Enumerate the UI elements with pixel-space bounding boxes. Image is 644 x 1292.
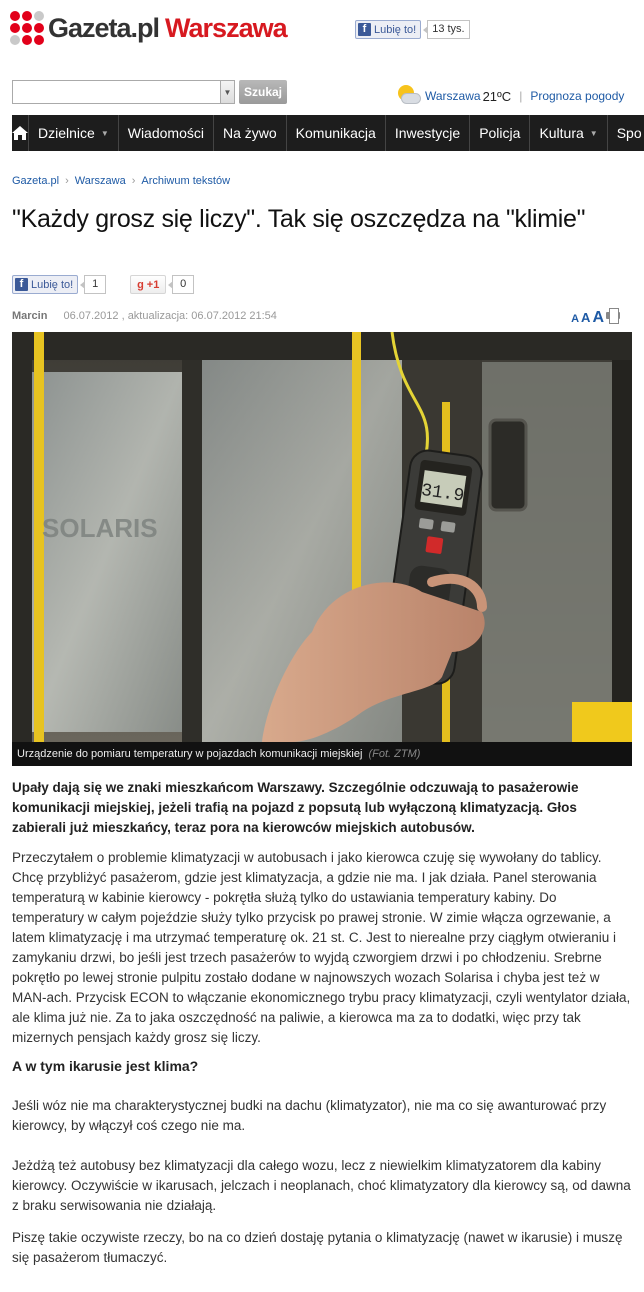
search-button[interactable]: Szukaj	[239, 80, 287, 104]
weather-city-link[interactable]: Warszawa	[425, 89, 481, 103]
gplus-button[interactable]	[130, 275, 166, 294]
weather-temperature: 21ºC	[482, 88, 512, 104]
partly-cloudy-icon	[395, 85, 421, 107]
article-facebook-like-button[interactable]	[12, 275, 78, 294]
chevron-down-icon: ▼	[100, 128, 109, 138]
nav-item[interactable]	[530, 115, 607, 151]
nav-item-label: Komunikacja	[295, 125, 376, 141]
site-logo[interactable]	[10, 8, 287, 48]
nav-item[interactable]	[470, 115, 530, 151]
weather-divider: |	[519, 89, 523, 103]
logo-text: Gazeta.pl	[48, 12, 160, 43]
breadcrumb-separator-icon: ›	[65, 175, 69, 187]
main-nav	[12, 115, 644, 151]
nav-item[interactable]	[608, 115, 644, 151]
nav-item[interactable]	[386, 115, 470, 151]
nav-item-label: Na żywo	[222, 125, 277, 141]
article-photo	[12, 332, 632, 742]
search-select[interactable]	[12, 80, 235, 104]
nav-item[interactable]	[29, 115, 119, 151]
font-size-small-button[interactable]: A	[571, 313, 580, 325]
facebook-like-count: 13 tys.	[427, 20, 469, 39]
facebook-like-widget	[355, 20, 470, 39]
nav-item-label: Dzielnice	[38, 125, 95, 141]
article-facebook-count: 1	[84, 275, 106, 294]
breadcrumb-item[interactable]: Archiwum tekstów	[141, 175, 231, 187]
article-paragraph: Jeśli wóz nie ma charakterystycznej budki na dachu (klimatyzator), nie ma co się awanturować przy kierowcy, by włączył coś czego nie ma.	[12, 1098, 607, 1133]
article-paragraph: Piszę takie oczywiste rzeczy, bo na co dzień dostaję pytania o klimatyzację (nawet w ikarusie) i muszę się pasażerom tłumaczyć.	[12, 1230, 623, 1265]
font-size-tools	[569, 308, 620, 327]
font-size-medium-button[interactable]: A	[581, 310, 591, 325]
gplus-icon: g	[137, 278, 144, 291]
article-lead: Upały dają się we znaki mieszkańcom Warszawy. Szczególnie odczuwają to pasażerowie komunikacji miejskiej, jeżeli trafią na pojazd z popsutą lub wyłączoną klimatyzacją. Głos zabierali już mieszkańcy, teraz pora na kierowców miejskich autobusów.	[12, 780, 579, 835]
nav-items	[29, 115, 644, 151]
thermometer-photo	[12, 332, 632, 742]
print-icon[interactable]	[606, 308, 620, 322]
photo-caption	[12, 742, 632, 766]
chevron-down-icon: ▼	[589, 128, 598, 138]
nav-item[interactable]	[287, 115, 386, 151]
facebook-icon: f	[358, 23, 371, 36]
nav-item[interactable]	[119, 115, 214, 151]
nav-item-label: Spo	[616, 125, 642, 141]
gplus-count: 0	[172, 275, 194, 294]
nav-item-label: Wiadomości	[127, 125, 204, 141]
article-subheading: A w tym ikarusie jest klima?	[12, 1058, 199, 1074]
article-author: Marcin	[12, 310, 48, 322]
article-date: 06.07.2012 , aktualizacja: 06.07.2012 21:54	[63, 310, 277, 322]
facebook-like-label: Lubię to!	[31, 278, 74, 291]
article-meta	[12, 309, 632, 326]
breadcrumb-item[interactable]: Warszawa	[74, 175, 126, 187]
chevron-down-icon[interactable]: ▼	[220, 81, 234, 103]
gplus-label: +1	[146, 278, 160, 291]
nav-home[interactable]	[12, 115, 29, 151]
article-paragraph: Jeżdżą też autobusy bez klimatyzacji dla całego wozu, lecz z niewielkim klimatyzatorem dla kabiny kierowcy. Oczywiście w ikarusach, jelczach i neoplanach, choć klimatyzatory dla kierowcy są, od dawna z braku serwisowania nie działają.	[12, 1158, 631, 1213]
article-paragraph: Przeczytałem o problemie klimatyzacji w autobusach i jako kierowca czuję się wywołany do tablicy. Chcę przybliżyć pasażerom, gdzie jest klimatyzacja, a gdzie nie ma. I jak działa. Panel sterowania temperaturą w kabinie kierowcy - pokrętła służą tylko do ustawiania temperatury kabiny. Do temperatury w całym pojeździe służy tylko przycisk po prawej stronie. W zimie włącza ogrzewanie, a latem klimatyzację i ma utrzymać temperaturę ok. 21 st. C. Jest to nierealne przy ciągłym otwieraniu i zamykaniu drzwi, bo jeśli jest trzech pasażerów to wyjdą czworgiem drzwi i po chłodzeniu. Srebrne pokrętło po lewej stronie pulpitu zostało dodane w najnowszych wozach Solarisa i chyba jest też w MAN-ach. Przycisk ECON to włączanie ekonomicznego trybu pracy klimatyzacji, czyli wentylator działa, ale klima już nie. Za to jaka oszczędność na paliwie, a kierowca ma za to dodatki, więc przy tak mizernych pensjach każdy grosz się liczy.	[12, 850, 631, 1045]
nav-item-label: Inwestycje	[394, 125, 461, 141]
logo-city: Warszawa	[165, 12, 287, 43]
caption-source: (Fot. ZTM)	[368, 748, 421, 760]
font-size-large-button[interactable]: A	[592, 309, 604, 326]
weather-widget	[395, 85, 624, 107]
breadcrumb-separator-icon: ›	[131, 175, 136, 187]
facebook-icon: f	[15, 278, 28, 291]
nav-item[interactable]	[214, 115, 287, 151]
home-icon	[12, 126, 28, 140]
solaris-brand-text: SOLARIS	[42, 513, 158, 543]
gplus-widget	[130, 275, 194, 294]
breadcrumb	[12, 175, 230, 187]
forecast-link[interactable]: Prognoza pogody	[530, 89, 625, 103]
logo-dots-icon	[10, 11, 44, 45]
facebook-like-label: Lubię to!	[374, 23, 417, 36]
facebook-like-button[interactable]	[355, 20, 421, 39]
caption-text: Urządzenie do pomiaru temperatury w pojazdach komunikacji miejskiej	[17, 748, 363, 760]
article-social-bar	[12, 275, 194, 294]
nav-item-label: Kultura	[539, 125, 584, 141]
nav-item-label: Policja	[479, 125, 521, 141]
breadcrumb-item[interactable]: Gazeta.pl	[12, 175, 60, 187]
article-title: "Każdy grosz się liczy". Tak się oszczędza na "klimie"	[12, 205, 586, 233]
thermometer-readout: 31.9	[419, 480, 466, 507]
